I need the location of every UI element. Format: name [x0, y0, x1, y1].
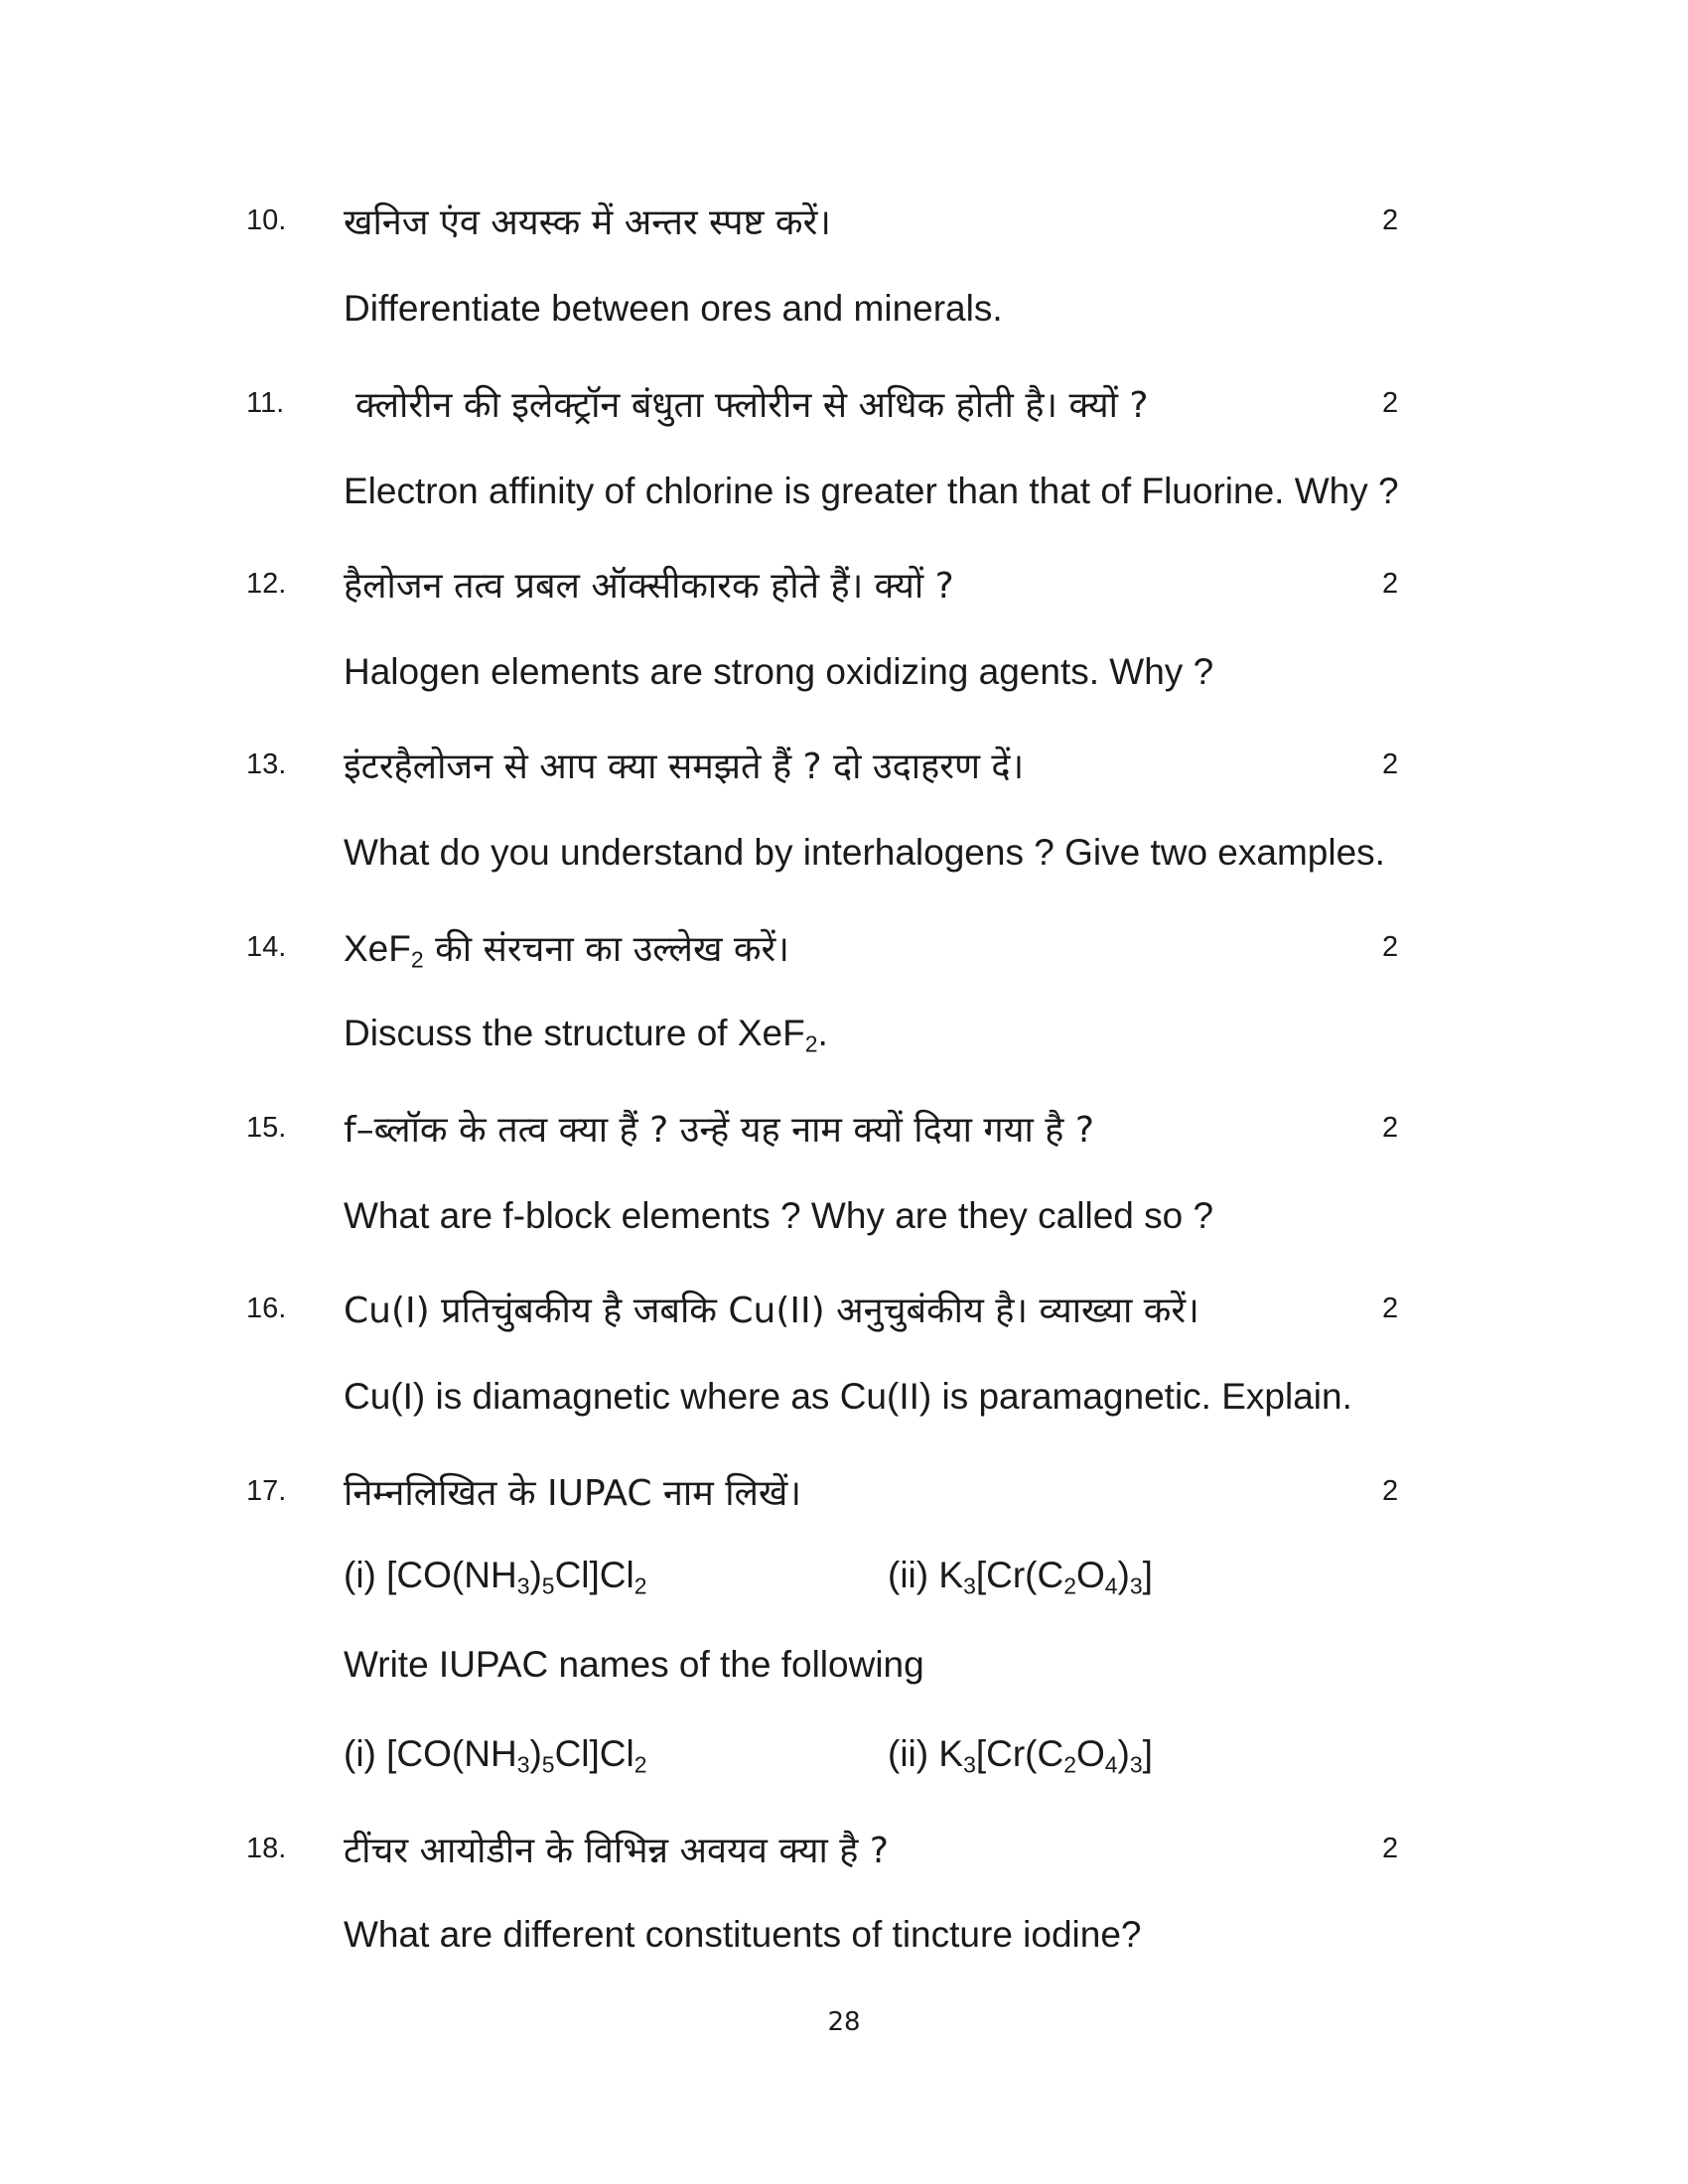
formula-xef2: XeF$_2$: [344, 928, 424, 973]
question-marks: 2: [1382, 387, 1399, 419]
question-text-hindi: XeF$_2$ की संरचना का उल्लेख करें।: [344, 928, 789, 973]
question-number: 17.: [246, 1475, 287, 1507]
question-marks: 2: [1382, 568, 1399, 600]
question-text-hindi: f–ब्लॉक के तत्व क्या हैं ? उन्हें यह नाम क्यों दिया गया है ?: [344, 1110, 1094, 1151]
question-number: 18.: [246, 1833, 287, 1864]
question-text-hindi: निम्नलिखित के IUPAC नाम लिखें।: [344, 1473, 802, 1514]
formula-ii: (ii) $K_3[Cr(C_2O_4)_3]$: [888, 1733, 1153, 1778]
question-marks: 2: [1382, 931, 1399, 963]
question-number: 15.: [246, 1112, 287, 1144]
question-number: 14.: [246, 931, 287, 963]
question-marks: 2: [1382, 1112, 1399, 1144]
question-number: 12.: [246, 568, 287, 600]
question-marks: 2: [1382, 1475, 1399, 1507]
question-marks: 2: [1382, 1293, 1399, 1324]
question-text-hindi: खनिज एंव अयस्क में अन्तर स्पष्ट करें।: [344, 203, 831, 243]
question-text-hindi: इंटरहैलोजन से आप क्या समझते हैं ? दो उदाहरण दें।: [344, 747, 1025, 787]
question-text-hindi: क्लोरीन की इलेक्ट्रॉन बंधुता फ्लोरीन से अधिक होती है। क्यों ?: [355, 385, 1149, 426]
question-text-english: Electron affinity of chlorine is greater than that of Fluorine. Why ?: [344, 471, 1399, 511]
question-text-hindi: टींचर आयोडीन के विभिन्न अवयव क्या है ?: [344, 1831, 889, 1871]
question-number: 10.: [246, 205, 287, 236]
question-text-english: What do you understand by interhalogens ? Give two examples.: [344, 832, 1385, 873]
question-text-english: Differentiate between ores and minerals.: [344, 288, 1003, 329]
formula-i: (i) $[CO(NH_3)_5Cl]Cl_2$: [344, 1733, 647, 1778]
question-text-english: What are f-block elements ? Why are they called so ?: [344, 1195, 1214, 1236]
question-number: 16.: [246, 1293, 287, 1324]
question-text-hindi: Cu(I) प्रतिचुंबकीय है जबकि Cu(II) अनुचुबंकीय है। व्याख्या करें।: [344, 1291, 1199, 1331]
question-text-english: Discuss the structure of XeF$_2$.: [344, 1013, 828, 1057]
question-text-english: Write IUPAC names of the following: [344, 1644, 924, 1685]
question-number: 11.: [246, 387, 285, 419]
question-text-english: Halogen elements are strong oxidizing agents. Why ?: [344, 651, 1214, 692]
question-text-hindi: हैलोजन तत्व प्रबल ऑक्सीकारक होते हैं। क्यों ?: [344, 566, 954, 607]
question-text-english: What are different constituents of tincture iodine?: [344, 1914, 1142, 1955]
question-marks: 2: [1382, 749, 1399, 780]
question-text-english: Cu(I) is diamagnetic where as Cu(II) is paramagnetic. Explain.: [344, 1376, 1352, 1417]
formula-i: (i) $[CO(NH_3)_5Cl]Cl_2$: [344, 1555, 647, 1599]
question-marks: 2: [1382, 1833, 1399, 1864]
question-number: 13.: [246, 749, 287, 780]
question-marks: 2: [1382, 205, 1399, 236]
formula-ii: (ii) $K_3[Cr(C_2O_4)_3]$: [888, 1555, 1153, 1599]
page-number: 28: [827, 2007, 861, 2037]
